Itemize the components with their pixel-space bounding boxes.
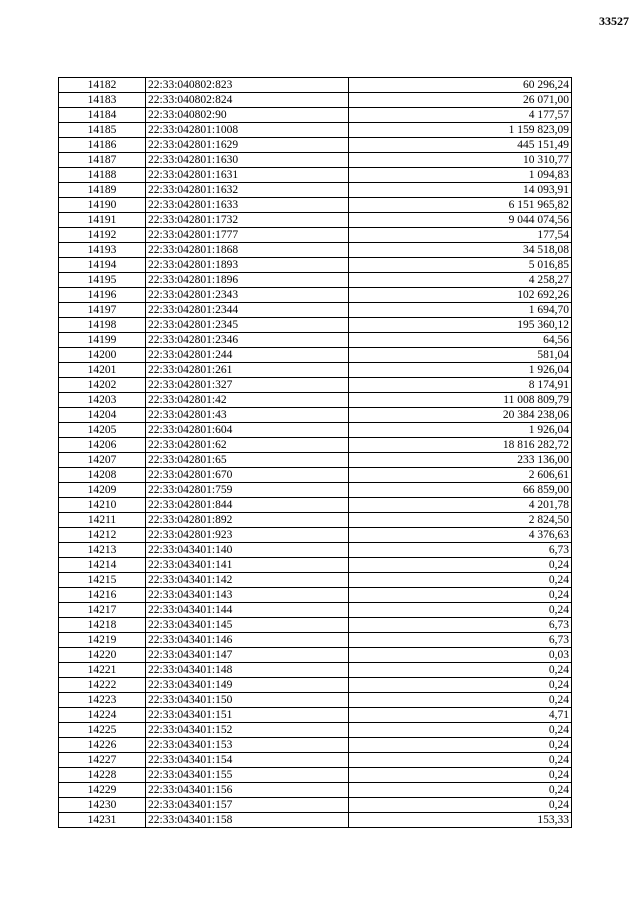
row-number-cell: 14199 xyxy=(59,333,146,348)
cadastral-number-cell: 22:33:042801:759 xyxy=(146,483,349,498)
value-cell: 233 136,00 xyxy=(349,453,572,468)
table-row xyxy=(59,288,572,303)
row-number-cell: 14183 xyxy=(59,93,146,108)
table-row xyxy=(59,423,572,438)
cadastral-number-cell: 22:33:042801:42 xyxy=(146,393,349,408)
table-body xyxy=(59,78,572,828)
value-cell: 0,24 xyxy=(349,738,572,753)
value-cell: 4 376,63 xyxy=(349,528,572,543)
table-row xyxy=(59,603,572,618)
table-row xyxy=(59,153,572,168)
value-cell: 4 258,27 xyxy=(349,273,572,288)
row-number-cell: 14204 xyxy=(59,408,146,423)
row-number-cell: 14206 xyxy=(59,438,146,453)
cadastral-number-cell: 22:33:042801:65 xyxy=(146,453,349,468)
value-cell: 0,03 xyxy=(349,648,572,663)
row-number-cell: 14214 xyxy=(59,558,146,573)
table-row xyxy=(59,663,572,678)
cadastral-number-cell: 22:33:042801:1632 xyxy=(146,183,349,198)
row-number-cell: 14210 xyxy=(59,498,146,513)
table-row xyxy=(59,708,572,723)
cadastral-number-cell: 22:33:042801:1631 xyxy=(146,168,349,183)
value-cell: 0,24 xyxy=(349,573,572,588)
cadastral-number-cell: 22:33:043401:151 xyxy=(146,708,349,723)
value-cell: 1 694,70 xyxy=(349,303,572,318)
cadastral-number-cell: 22:33:043401:142 xyxy=(146,573,349,588)
cadastral-number-cell: 22:33:042801:1630 xyxy=(146,153,349,168)
row-number-cell: 14223 xyxy=(59,693,146,708)
cadastral-number-cell: 22:33:042801:1008 xyxy=(146,123,349,138)
table-row xyxy=(59,438,572,453)
cadastral-number-cell: 22:33:043401:143 xyxy=(146,588,349,603)
table-row xyxy=(59,378,572,393)
row-number-cell: 14189 xyxy=(59,183,146,198)
table-row xyxy=(59,168,572,183)
row-number-cell: 14191 xyxy=(59,213,146,228)
value-cell: 0,24 xyxy=(349,588,572,603)
cadastral-number-cell: 22:33:042801:62 xyxy=(146,438,349,453)
cadastral-number-cell: 22:33:043401:147 xyxy=(146,648,349,663)
row-number-cell: 14220 xyxy=(59,648,146,663)
row-number-cell: 14215 xyxy=(59,573,146,588)
table-row xyxy=(59,213,572,228)
cadastral-number-cell: 22:33:043401:141 xyxy=(146,558,349,573)
table-row xyxy=(59,243,572,258)
value-cell: 102 692,26 xyxy=(349,288,572,303)
cadastral-number-cell: 22:33:042801:261 xyxy=(146,363,349,378)
cadastral-number-cell: 22:33:040802:90 xyxy=(146,108,349,123)
row-number-cell: 14228 xyxy=(59,768,146,783)
row-number-cell: 14201 xyxy=(59,363,146,378)
cadastral-number-cell: 22:33:042801:604 xyxy=(146,423,349,438)
table-row xyxy=(59,768,572,783)
cadastral-number-cell: 22:33:042801:844 xyxy=(146,498,349,513)
table-row xyxy=(59,198,572,213)
value-cell: 0,24 xyxy=(349,783,572,798)
table-row xyxy=(59,123,572,138)
cadastral-number-cell: 22:33:043401:145 xyxy=(146,618,349,633)
table-row xyxy=(59,228,572,243)
value-cell: 153,33 xyxy=(349,813,572,828)
value-cell: 4,71 xyxy=(349,708,572,723)
page-number: 33527 xyxy=(599,14,629,28)
table-row xyxy=(59,753,572,768)
value-cell: 1 159 823,09 xyxy=(349,123,572,138)
table-row xyxy=(59,363,572,378)
table-row xyxy=(59,648,572,663)
table-row xyxy=(59,798,572,813)
cadastral-number-cell: 22:33:042801:327 xyxy=(146,378,349,393)
row-number-cell: 14224 xyxy=(59,708,146,723)
value-cell: 177,54 xyxy=(349,228,572,243)
cadastral-number-cell: 22:33:042801:670 xyxy=(146,468,349,483)
cadastral-number-cell: 22:33:042801:1777 xyxy=(146,228,349,243)
row-number-cell: 14186 xyxy=(59,138,146,153)
row-number-cell: 14209 xyxy=(59,483,146,498)
row-number-cell: 14221 xyxy=(59,663,146,678)
cadastral-number-cell: 22:33:043401:154 xyxy=(146,753,349,768)
row-number-cell: 14218 xyxy=(59,618,146,633)
value-cell: 10 310,77 xyxy=(349,153,572,168)
value-cell: 4 177,57 xyxy=(349,108,572,123)
row-number-cell: 14229 xyxy=(59,783,146,798)
row-number-cell: 14192 xyxy=(59,228,146,243)
table-row xyxy=(59,573,572,588)
cadastral-number-cell: 22:33:042801:2346 xyxy=(146,333,349,348)
table-row xyxy=(59,498,572,513)
row-number-cell: 14182 xyxy=(59,78,146,93)
value-cell: 18 816 282,72 xyxy=(349,438,572,453)
cadastral-number-cell: 22:33:042801:892 xyxy=(146,513,349,528)
row-number-cell: 14212 xyxy=(59,528,146,543)
table-row xyxy=(59,693,572,708)
cadastral-number-cell: 22:33:042801:1893 xyxy=(146,258,349,273)
cadastral-number-cell: 22:33:043401:146 xyxy=(146,633,349,648)
value-cell: 445 151,49 xyxy=(349,138,572,153)
value-cell: 64,56 xyxy=(349,333,572,348)
cadastral-number-cell: 22:33:042801:244 xyxy=(146,348,349,363)
value-cell: 1 094,83 xyxy=(349,168,572,183)
value-cell: 2 824,50 xyxy=(349,513,572,528)
row-number-cell: 14205 xyxy=(59,423,146,438)
table-row xyxy=(59,108,572,123)
cadastral-number-cell: 22:33:043401:156 xyxy=(146,783,349,798)
table-row xyxy=(59,93,572,108)
value-cell: 2 606,61 xyxy=(349,468,572,483)
table-row xyxy=(59,513,572,528)
row-number-cell: 14208 xyxy=(59,468,146,483)
table-row xyxy=(59,723,572,738)
cadastral-number-cell: 22:33:040802:824 xyxy=(146,93,349,108)
table-row xyxy=(59,558,572,573)
cadastral-number-cell: 22:33:043401:155 xyxy=(146,768,349,783)
table-row xyxy=(59,318,572,333)
table-row xyxy=(59,468,572,483)
cadastral-number-cell: 22:33:043401:153 xyxy=(146,738,349,753)
row-number-cell: 14194 xyxy=(59,258,146,273)
cadastral-number-cell: 22:33:043401:148 xyxy=(146,663,349,678)
row-number-cell: 14195 xyxy=(59,273,146,288)
cadastral-number-cell: 22:33:043401:157 xyxy=(146,798,349,813)
table-row xyxy=(59,183,572,198)
table-row xyxy=(59,393,572,408)
row-number-cell: 14184 xyxy=(59,108,146,123)
table-row xyxy=(59,348,572,363)
cadastral-number-cell: 22:33:043401:144 xyxy=(146,603,349,618)
value-cell: 0,24 xyxy=(349,798,572,813)
table-row xyxy=(59,813,572,828)
table-row xyxy=(59,408,572,423)
row-number-cell: 14222 xyxy=(59,678,146,693)
row-number-cell: 14211 xyxy=(59,513,146,528)
row-number-cell: 14200 xyxy=(59,348,146,363)
cadastral-number-cell: 22:33:042801:1896 xyxy=(146,273,349,288)
cadastral-number-cell: 22:33:042801:1629 xyxy=(146,138,349,153)
cadastral-number-cell: 22:33:042801:2345 xyxy=(146,318,349,333)
table-row xyxy=(59,138,572,153)
value-cell: 0,24 xyxy=(349,723,572,738)
row-number-cell: 14225 xyxy=(59,723,146,738)
table-row xyxy=(59,273,572,288)
table-row xyxy=(59,678,572,693)
cadastral-number-cell: 22:33:043401:152 xyxy=(146,723,349,738)
value-cell: 0,24 xyxy=(349,603,572,618)
table-row xyxy=(59,528,572,543)
cadastral-number-cell: 22:33:042801:43 xyxy=(146,408,349,423)
value-cell: 60 296,24 xyxy=(349,78,572,93)
table-row xyxy=(59,333,572,348)
value-cell: 0,24 xyxy=(349,678,572,693)
cadastral-number-cell: 22:33:042801:1868 xyxy=(146,243,349,258)
row-number-cell: 14198 xyxy=(59,318,146,333)
row-number-cell: 14202 xyxy=(59,378,146,393)
table-row xyxy=(59,483,572,498)
value-cell: 0,24 xyxy=(349,768,572,783)
row-number-cell: 14203 xyxy=(59,393,146,408)
value-cell: 26 071,00 xyxy=(349,93,572,108)
cadastral-number-cell: 22:33:040802:823 xyxy=(146,78,349,93)
value-cell: 14 093,91 xyxy=(349,183,572,198)
cadastral-number-cell: 22:33:043401:158 xyxy=(146,813,349,828)
table-row xyxy=(59,783,572,798)
table-row xyxy=(59,543,572,558)
value-cell: 4 201,78 xyxy=(349,498,572,513)
row-number-cell: 14230 xyxy=(59,798,146,813)
value-cell: 9 044 074,56 xyxy=(349,213,572,228)
cadastral-number-cell: 22:33:043401:140 xyxy=(146,543,349,558)
cadastral-value-table xyxy=(58,77,572,828)
table-row xyxy=(59,618,572,633)
table-row xyxy=(59,303,572,318)
row-number-cell: 14190 xyxy=(59,198,146,213)
row-number-cell: 14231 xyxy=(59,813,146,828)
table-row xyxy=(59,588,572,603)
table-row xyxy=(59,738,572,753)
value-cell: 0,24 xyxy=(349,753,572,768)
value-cell: 195 360,12 xyxy=(349,318,572,333)
row-number-cell: 14226 xyxy=(59,738,146,753)
row-number-cell: 14227 xyxy=(59,753,146,768)
cadastral-number-cell: 22:33:042801:2344 xyxy=(146,303,349,318)
cadastral-number-cell: 22:33:042801:923 xyxy=(146,528,349,543)
row-number-cell: 14219 xyxy=(59,633,146,648)
value-cell: 0,24 xyxy=(349,663,572,678)
cadastral-number-cell: 22:33:043401:150 xyxy=(146,693,349,708)
row-number-cell: 14213 xyxy=(59,543,146,558)
value-cell: 6 151 965,82 xyxy=(349,198,572,213)
value-cell: 6,73 xyxy=(349,633,572,648)
row-number-cell: 14207 xyxy=(59,453,146,468)
table-row xyxy=(59,258,572,273)
value-cell: 8 174,91 xyxy=(349,378,572,393)
value-cell: 34 518,08 xyxy=(349,243,572,258)
value-cell: 6,73 xyxy=(349,543,572,558)
value-cell: 1 926,04 xyxy=(349,423,572,438)
value-cell: 66 859,00 xyxy=(349,483,572,498)
table-row xyxy=(59,78,572,93)
value-cell: 6,73 xyxy=(349,618,572,633)
row-number-cell: 14217 xyxy=(59,603,146,618)
value-cell: 0,24 xyxy=(349,693,572,708)
row-number-cell: 14188 xyxy=(59,168,146,183)
row-number-cell: 14197 xyxy=(59,303,146,318)
table-row xyxy=(59,453,572,468)
cadastral-number-cell: 22:33:043401:149 xyxy=(146,678,349,693)
value-cell: 5 016,85 xyxy=(349,258,572,273)
value-cell: 0,24 xyxy=(349,558,572,573)
table-row xyxy=(59,633,572,648)
cadastral-number-cell: 22:33:042801:2343 xyxy=(146,288,349,303)
value-cell: 581,04 xyxy=(349,348,572,363)
value-cell: 20 384 238,06 xyxy=(349,408,572,423)
row-number-cell: 14196 xyxy=(59,288,146,303)
value-cell: 1 926,04 xyxy=(349,363,572,378)
row-number-cell: 14193 xyxy=(59,243,146,258)
row-number-cell: 14185 xyxy=(59,123,146,138)
cadastral-number-cell: 22:33:042801:1633 xyxy=(146,198,349,213)
row-number-cell: 14216 xyxy=(59,588,146,603)
row-number-cell: 14187 xyxy=(59,153,146,168)
value-cell: 11 008 809,79 xyxy=(349,393,572,408)
cadastral-number-cell: 22:33:042801:1732 xyxy=(146,213,349,228)
